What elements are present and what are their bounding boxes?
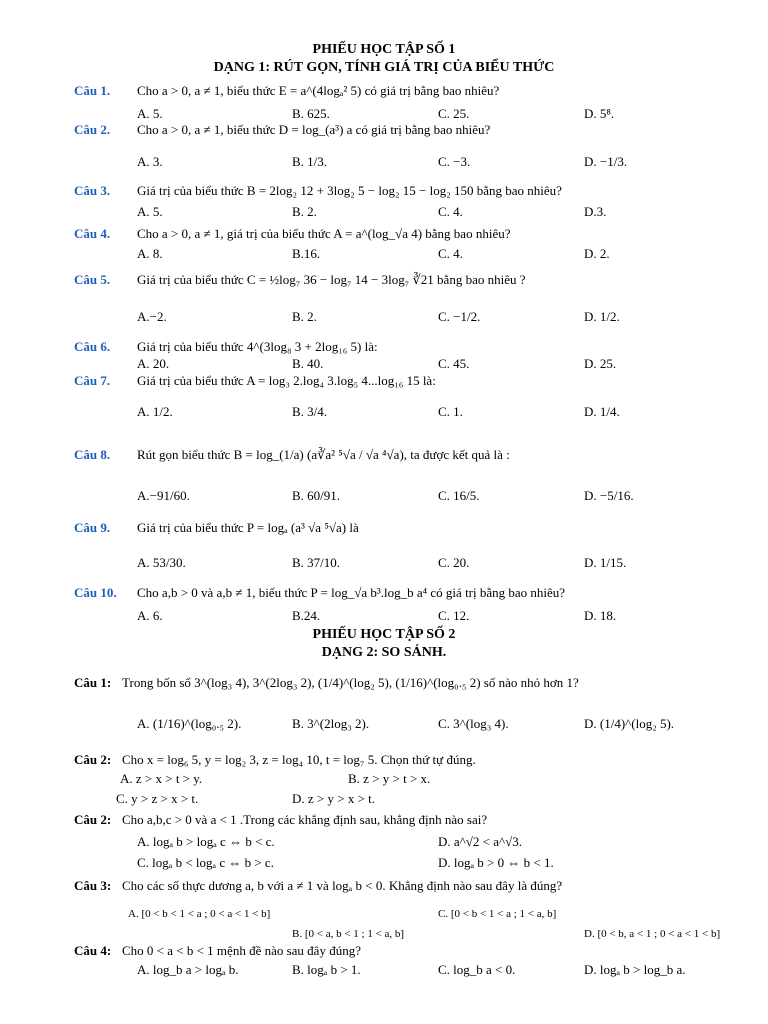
option-b: B. 3/4. [292, 404, 328, 419]
option-b: B. 37/10. [292, 555, 341, 570]
question-label: Câu 3. [74, 183, 111, 198]
sheet2-title: PHIẾU HỌC TẬP SỐ 2 [312, 627, 456, 642]
option-c: C. 16/5. [438, 488, 480, 503]
question-text: Cho 0 < a < b < 1 mệnh đề nào sau đây đúng? [122, 943, 361, 958]
option-a: A. z > x > t > y. [120, 771, 203, 786]
question-label: Câu 5. [74, 272, 111, 287]
question-label: Câu 4. [74, 226, 111, 241]
option-d: D. 1/4. [584, 404, 620, 419]
question-label: Câu 7. [74, 373, 111, 388]
question-text: Rút gọn biểu thức B = log_(1/a) (a∛a² ⁵√a / √a ⁴√a), ta được kết quả là : [137, 447, 510, 462]
option-d: D. logₐ b > 0 ⇔ b < 1. [438, 855, 554, 870]
option-c: C. −3. [438, 154, 471, 169]
question-text: Giá trị của biểu thức P = logₐ (a³ √a ⁵√a) là [137, 520, 359, 535]
question-label: Câu 1: [74, 675, 112, 690]
question-text: Cho a > 0, a ≠ 1, giá trị của biểu thức A = a^(log_√a 4) bằng bao nhiêu? [137, 226, 511, 241]
question-text: Cho a > 0, a ≠ 1, biểu thức E = a^(4logₐ² 5) có giá trị bằng bao nhiêu? [137, 83, 500, 98]
option-b: B. 625. [292, 106, 330, 121]
question-label: Câu 4: [74, 943, 112, 958]
option-c: C. log_b a < 0. [438, 962, 516, 977]
question-label: Câu 2. [74, 122, 111, 137]
option-c: C. 3^(log₃ 4). [438, 716, 509, 731]
option-b: B. z > y > t > x. [348, 771, 431, 786]
question-text: Cho a > 0, a ≠ 1, biểu thức D = log_(a³) a có giá trị bằng bao nhiêu? [137, 122, 491, 137]
option-d: D. (1/4)^(log₂ 5). [584, 716, 675, 731]
option-c: C. 25. [438, 106, 470, 121]
question-label: Câu 3: [74, 878, 112, 893]
option-a: A. 1/2. [137, 404, 173, 419]
option-c: C. y > z > x > t. [116, 791, 199, 806]
option-b: B. 3^(2log₃ 2). [292, 716, 370, 731]
question-text: Cho a,b > 0 và a,b ≠ 1, biểu thức P = log_√a b³.log_b a⁴ có giá trị bằng bao nhiêu? [137, 585, 566, 600]
option-c: C. 20. [438, 555, 470, 570]
option-a: A. 5. [137, 204, 163, 219]
question-label: Câu 2: [74, 812, 112, 827]
option-c: C. 4. [438, 246, 463, 261]
option-d: D. a^√2 < a^√3. [438, 834, 522, 849]
option-d: D. 1/2. [584, 309, 620, 324]
option-b: B. 1/3. [292, 154, 328, 169]
option-d: D. 5⁸. [584, 106, 615, 121]
option-a: A. 20. [137, 356, 170, 371]
question-label: Câu 8. [74, 447, 111, 462]
option-d: D. 25. [584, 356, 617, 371]
option-c: C. −1/2. [438, 309, 481, 324]
option-c: C. 12. [438, 608, 470, 623]
option-b: B. 2. [292, 309, 317, 324]
option-a: A. 3. [137, 154, 163, 169]
option-c: C. 4. [438, 204, 463, 219]
option-a: A. 8. [137, 246, 163, 261]
option-d: D.3. [584, 204, 607, 219]
question-text: Cho a,b,c > 0 và a < 1 .Trong các khẳng định sau, khẳng định nào sai? [122, 812, 488, 827]
question-text: Giá trị của biểu thức 4^(3log₈ 3 + 2log₁₆ 5) là: [137, 339, 378, 354]
option-a: A. 5. [137, 106, 163, 121]
option-d: D. 18. [584, 608, 617, 623]
question-text: Giá trị của biểu thức B = 2log₂ 12 + 3log₂ 5 − log₂ 15 − log₂ 150 bằng bao nhiêu? [137, 183, 562, 198]
option-b: B. 60/91. [292, 488, 341, 503]
question-text: Cho x = log₆ 5, y = log₂ 3, z = log₄ 10, t = log₇ 5. Chọn thứ tự đúng. [122, 752, 476, 767]
option-d: D. −1/3. [584, 154, 628, 169]
option-a: A. (1/16)^(log₀.₅ 2). [137, 716, 242, 731]
option-a: A. [0 < b < 1 < a ; 0 < a < 1 < b] [128, 908, 271, 920]
option-d: D. −5/16. [584, 488, 634, 503]
option-a: A. 53/30. [137, 555, 186, 570]
option-c: C. 45. [438, 356, 470, 371]
question-text: Trong bốn số 3^(log₃ 4), 3^(2log₃ 2), (1/4)^(log₂ 5), (1/16)^(log₀.₅ 2) số nào nhỏ hơn 1? [122, 675, 579, 690]
option-b: B.24. [292, 608, 321, 623]
option-a: A. 6. [137, 608, 163, 623]
option-a: A. log_b a > logₐ b. [137, 962, 239, 977]
question-text: Giá trị của biểu thức C = ½log₇ 36 − log₇ 14 − 3log₇ ∛21 bằng bao nhiêu ? [137, 272, 526, 287]
sheet2-subtitle: DẠNG 2: SO SÁNH. [321, 645, 447, 660]
option-d: D. logₐ b > log_b a. [584, 962, 686, 977]
question-label: Câu 1. [74, 83, 111, 98]
option-d: D. 1/15. [584, 555, 627, 570]
question-label: Câu 9. [74, 520, 111, 535]
option-d: D. [0 < b, a < 1 ; 0 < a < 1 < b] [584, 928, 721, 940]
option-d: D. z > y > x > t. [292, 791, 376, 806]
option-b: B. 2. [292, 204, 317, 219]
question-text: Giá trị của biểu thức A = log₃ 2.log₄ 3.log₅ 4...log₁₆ 15 là: [137, 373, 436, 388]
question-label: Câu 6. [74, 339, 111, 354]
question-text: Cho các số thực dương a, b với a ≠ 1 và logₐ b < 0. Khẳng định nào sau đây là đúng? [122, 878, 563, 893]
sheet1-subtitle: DẠNG 1: RÚT GỌN, TÍNH GIÁ TRỊ CỦA BIỂU THỨC [213, 60, 555, 75]
question-label: Câu 2: [74, 752, 112, 767]
sheet1-title: PHIẾU HỌC TẬP SỐ 1 [312, 42, 456, 57]
option-b: B.16. [292, 246, 321, 261]
option-b: B. [0 < a, b < 1 ; 1 < a, b] [292, 928, 405, 940]
option-b: B. logₐ b > 1. [292, 962, 361, 977]
option-c: C. [0 < b < 1 < a ; 1 < a, b] [438, 908, 557, 920]
option-c: C. 1. [438, 404, 463, 419]
option-d: D. 2. [584, 246, 610, 261]
option-a: A.−91/60. [137, 488, 190, 503]
option-b: B. 40. [292, 356, 324, 371]
question-label: Câu 10. [74, 585, 117, 600]
option-a: A.−2. [137, 309, 167, 324]
option-c: C. logₐ b < logₐ c ⇔ b > c. [137, 855, 274, 870]
option-a: A. logₐ b > logₐ c ⇔ b < c. [137, 834, 275, 849]
